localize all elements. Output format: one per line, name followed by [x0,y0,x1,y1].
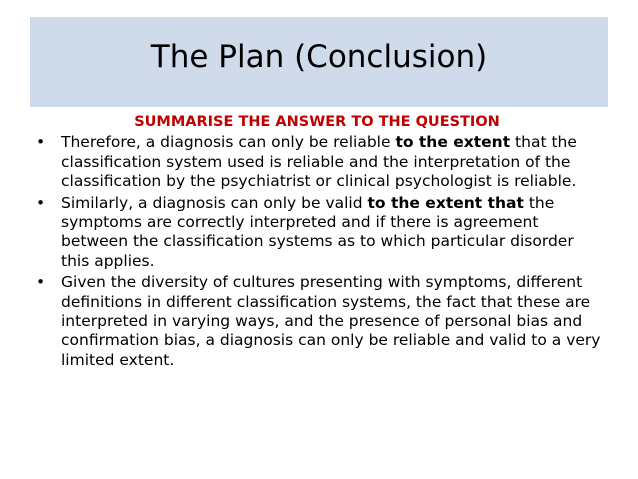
slide-content [30,113,604,372]
title-bar [30,17,608,107]
bullet-1-text-after: that the classification system used is reliable and the interpretation of the classification by the psychiatrist or clinical psychologist is reliable. [61,133,577,191]
slide-title: The Plan (Conclusion) [150,39,488,75]
bullet-2-text-bold: to the extent that [367,193,524,212]
bullet-icon: • [36,273,46,292]
bullet-3-text-before: Given the diversity of cultures presenting with symptoms, different definitions in different classification systems, the fact that these are interpreted in varying ways, and the presence of personal bias and confirmation bias, a diagnosis can only be reliable and valid to a very limited extent. [61,273,601,369]
bullet-2-text-before: Similarly, a diagnosis can only be valid [61,193,368,212]
bullet-icon: • [36,193,46,212]
bullet-item-3 [30,273,604,370]
slide-subheading: SUMMARISE THE ANSWER TO THE QUESTION [134,114,500,130]
bullet-item-1 [30,133,604,191]
bullet-1-text-bold: to the extent [395,133,511,152]
bullet-icon: • [36,133,46,152]
bullet-item-2 [30,194,604,272]
bullet-2-text-after: the symptoms are correctly interpreted and if there is agreement between the classification systems as to which particular disorder this applies. [61,193,574,270]
bullet-1-text-before: Therefore, a diagnosis can only be reliable [61,133,396,152]
bullet-list [30,133,604,370]
